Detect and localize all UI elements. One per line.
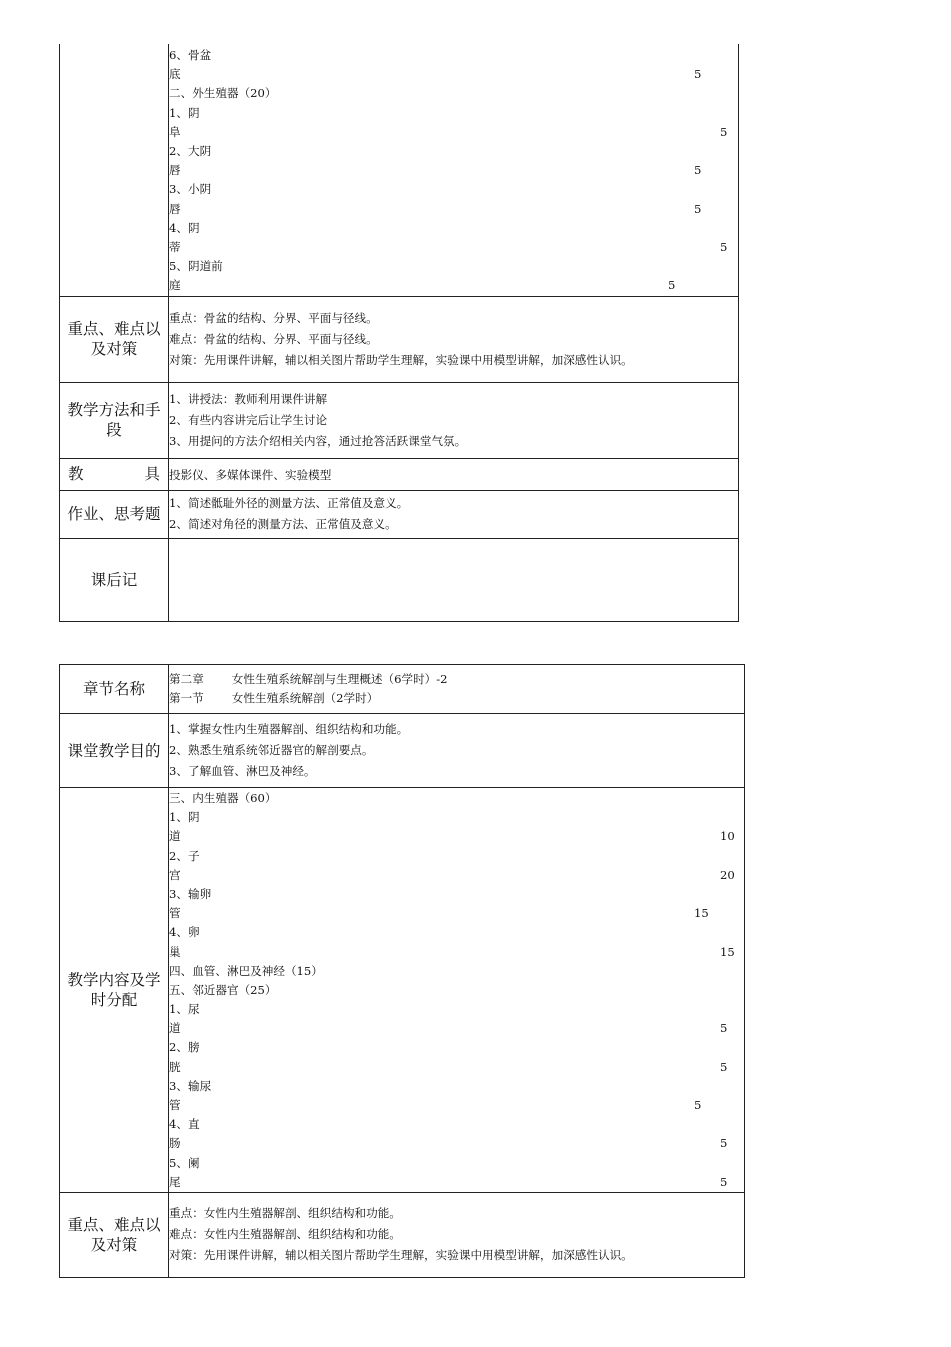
- chapter-row: [60, 665, 745, 714]
- content-line: [169, 276, 738, 295]
- lesson-plan-table: [59, 664, 745, 1278]
- content-line-text: 2、大阴: [169, 143, 212, 158]
- goal-cell: [169, 714, 745, 788]
- content-line-text: 宫: [169, 867, 181, 882]
- content-line: [169, 238, 738, 257]
- content-line: [169, 789, 744, 808]
- focus-label: 重点、难点以及对策: [60, 296, 169, 382]
- content-line-text: 阜: [169, 124, 181, 139]
- focus-line: 难点：女性内生殖器解剖、组织结构和功能。: [169, 1227, 401, 1242]
- goal-line: 1、掌握女性内生殖器解剖、组织结构和功能。: [169, 722, 409, 736]
- hours-value: 5: [668, 278, 676, 293]
- content-line: [169, 1134, 744, 1153]
- notes-cell: [169, 538, 739, 621]
- content-line: [169, 161, 738, 180]
- content-line: [169, 142, 738, 161]
- content-line-text: 胱: [169, 1059, 181, 1074]
- content-line-text: 五、邻近器官（25）: [169, 982, 277, 997]
- content-line-text: 3、输尿: [169, 1078, 212, 1093]
- content-cell: [169, 44, 739, 296]
- content-line: [169, 866, 744, 885]
- content-line: [169, 885, 744, 904]
- content-line-text: 肠: [169, 1136, 181, 1151]
- tools-row: [60, 458, 739, 490]
- hours-value: 5: [720, 1174, 728, 1189]
- content-line: [169, 46, 738, 65]
- focus-cell: [169, 296, 739, 382]
- content-line-text: 巢: [169, 944, 181, 959]
- hours-value: 5: [694, 163, 702, 178]
- homework-line: 1、简述骶耻外径的测量方法、正常值及意义。: [169, 496, 409, 510]
- hours-value: 5: [720, 1059, 728, 1074]
- content-row: [60, 44, 739, 296]
- content-line: [169, 257, 738, 276]
- homework-label: 作业、思考题: [60, 490, 169, 538]
- content-line-text: 5、阑: [169, 1155, 200, 1170]
- content-line-text: 道: [169, 1021, 181, 1036]
- content-line-text: 4、卵: [169, 925, 200, 940]
- content-line: [169, 808, 744, 827]
- hours-value: 20: [720, 867, 735, 882]
- content-line-text: 庭: [169, 278, 181, 293]
- focus-cell: [169, 1192, 745, 1277]
- content-line: [169, 1173, 744, 1192]
- focus-line: 重点：女性内生殖器解剖、组织结构和功能。: [169, 1206, 401, 1221]
- section-title: 女性生殖系统解剖（2学时）: [231, 691, 379, 705]
- content-line-text: 唇: [169, 163, 181, 178]
- content-line-text: 尾: [169, 1174, 181, 1189]
- content-line: [169, 981, 744, 1000]
- content-line-text: 三、内生殖器（60）: [169, 791, 277, 805]
- content-line-text: 3、小阴: [169, 182, 212, 197]
- chapter-title: 女性生殖系统解剖与生理概述（6学时）-2: [231, 671, 448, 686]
- content-line: [169, 1096, 744, 1115]
- chapter-cell: [169, 665, 745, 714]
- tools-label-part: 具: [144, 465, 160, 483]
- content-line: [169, 1154, 744, 1173]
- content-line-text: 管: [169, 1098, 181, 1112]
- content-cell: [169, 788, 745, 1193]
- content-line-text: 四、血管、淋巴及神经（15）: [169, 963, 323, 978]
- content-line-text: 1、尿: [169, 1002, 200, 1017]
- content-line: [169, 123, 738, 142]
- content-line: [169, 219, 738, 238]
- content-line: [169, 1038, 744, 1057]
- hours-value: 5: [720, 239, 728, 254]
- method-line: 3、用提问的方法介绍相关内容，通过抢答活跃课堂气氛。: [169, 433, 467, 448]
- content-line: [169, 1058, 744, 1077]
- content-line-text: 管: [169, 906, 181, 921]
- hours-value: 15: [720, 944, 735, 959]
- lesson-plan-table-continued: [59, 44, 739, 622]
- chapter-number: 第二章: [169, 671, 204, 686]
- content-line-text: 4、阴: [169, 220, 200, 235]
- content-line-text: 2、子: [169, 848, 200, 863]
- tools-label: [60, 458, 169, 490]
- notes-label: 课后记: [60, 538, 169, 621]
- content-line-text: 1、阴: [169, 105, 200, 120]
- method-label: 教学方法和手段: [60, 382, 169, 458]
- focus-line: 难点：骨盆的结构、分界、平面与径线。: [169, 331, 378, 346]
- hours-value: 5: [694, 1098, 702, 1112]
- content-line: [169, 84, 738, 103]
- content-line-text: 二、外生殖器（20）: [169, 86, 277, 101]
- method-line: 2、有些内容讲完后让学生讨论: [169, 412, 328, 427]
- hours-value: 5: [720, 1021, 728, 1036]
- content-line-text: 2、膀: [169, 1040, 200, 1055]
- focus-line: 重点：骨盆的结构、分界、平面与径线。: [169, 310, 378, 325]
- tools-cell: 投影仪、多媒体课件、实验模型: [169, 458, 739, 490]
- content-line: [169, 180, 738, 199]
- content-line: [169, 1019, 744, 1038]
- content-row: [60, 788, 745, 1193]
- focus-line: 对策：先用课件讲解，辅以相关图片帮助学生理解，实验课中用模型讲解，加深感性认识。: [169, 352, 633, 367]
- hours-value: 5: [720, 124, 728, 139]
- homework-row: [60, 490, 739, 538]
- focus-row: [60, 1192, 745, 1277]
- content-line: [169, 1115, 744, 1134]
- content-line: [169, 65, 738, 84]
- content-line: [169, 962, 744, 981]
- content-line-text: 3、输卵: [169, 886, 212, 901]
- method-line: 1、讲授法：教师利用课件讲解: [169, 391, 328, 406]
- content-line: [169, 104, 738, 123]
- homework-line: 2、简述对角径的测量方法、正常值及意义。: [169, 517, 397, 531]
- content-line: [169, 1000, 744, 1019]
- focus-label: 重点、难点以及对策: [60, 1192, 169, 1277]
- content-line: [169, 943, 744, 962]
- chapter-label: 章节名称: [60, 665, 169, 714]
- section-number: 第一节: [169, 691, 204, 705]
- content-line-text: 4、直: [169, 1117, 200, 1132]
- content-line-text: 1、阴: [169, 810, 200, 825]
- content-line-text: 6、骨盆: [169, 48, 212, 62]
- goal-label: 课堂教学目的: [60, 714, 169, 788]
- goal-line: 3、了解血管、淋巴及神经。: [169, 764, 316, 778]
- method-cell: [169, 382, 739, 458]
- goal-line: 2、熟悉生殖系统邻近器官的解剖要点。: [169, 743, 374, 757]
- content-line-text: 唇: [169, 201, 181, 216]
- content-line-text: 底: [169, 67, 181, 82]
- content-line-text: 道: [169, 829, 181, 844]
- homework-cell: [169, 490, 739, 538]
- hours-value: 10: [720, 829, 735, 844]
- tools-label-part: 教: [68, 465, 84, 483]
- content-line: [169, 200, 738, 219]
- hours-value: 15: [694, 906, 709, 921]
- focus-line: 对策：先用课件讲解，辅以相关图片帮助学生理解，实验课中用模型讲解，加深感性认识。: [169, 1248, 633, 1263]
- content-lines: [169, 789, 744, 1192]
- hours-value: 5: [694, 67, 702, 82]
- content-line: [169, 1077, 744, 1096]
- content-line: [169, 904, 744, 923]
- content-line-text: 5、阴道前: [169, 259, 223, 274]
- content-line: [169, 827, 744, 846]
- content-lines: [169, 46, 738, 295]
- notes-row: [60, 538, 739, 621]
- hours-value: 5: [720, 1136, 728, 1151]
- method-row: [60, 382, 739, 458]
- content-line: [169, 847, 744, 866]
- goal-row: [60, 714, 745, 788]
- content-label: 教学内容及学时分配: [60, 788, 169, 1193]
- content-line-text: 蒂: [169, 239, 181, 254]
- content-label-cell: [60, 44, 169, 296]
- content-line: [169, 923, 744, 942]
- focus-row: [60, 296, 739, 382]
- hours-value: 5: [694, 201, 702, 216]
